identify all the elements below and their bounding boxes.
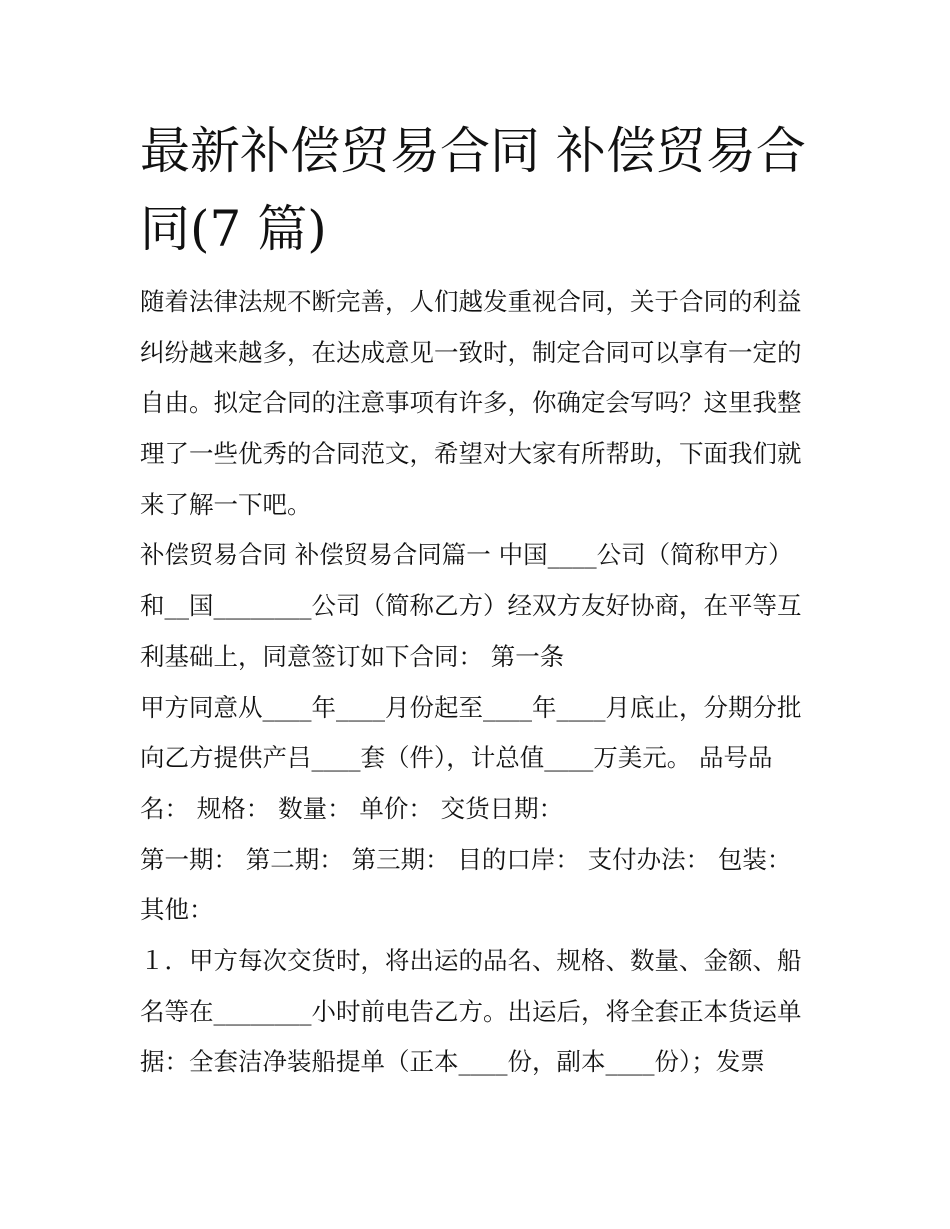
title-line-1: 最新补偿贸易合同 补偿贸易合 <box>140 122 806 180</box>
body-line: 其他： <box>140 895 214 925</box>
body-line: 和__国________公司（简称乙方）经双方友好协商，在平等互 <box>140 591 802 621</box>
body-line: 随着法律法规不断完善，人们越发重视合同，关于合同的利益 <box>140 287 802 316</box>
body-line: 名等在________小时前电告乙方。出运后，将全套正本货运单 <box>140 996 802 1026</box>
body-line: 理了一些优秀的合同范文，希望对大家有所帮助，下面我们就 <box>140 439 802 469</box>
body-line: 自由。拟定合同的注意事项有许多，你确定会写吗？这里我整 <box>140 388 802 418</box>
body-line: 甲方同意从____年____月份起至____年____月底止，分期分批 <box>140 692 802 722</box>
body-line: １．甲方每次交货时，将出运的品名、规格、数量、金额、船 <box>140 945 802 975</box>
body-line: 补偿贸易合同 补偿贸易合同篇一 中国____公司（简称甲方） <box>140 540 793 570</box>
document-body <box>140 277 830 1088</box>
body-line: 来了解一下吧。 <box>140 489 312 519</box>
body-line: 向乙方提供产吕____套（件），计总值____万美元。 品号品 <box>140 743 773 773</box>
title-line-2: 同(7 篇) <box>140 200 327 258</box>
body-line: 第一期： 第二期： 第三期： 目的口岸： 支付办法： 包装： <box>140 844 792 874</box>
body-line: 名： 规格： 数量： 单价： 交货日期： <box>140 793 564 823</box>
body-line: 据：全套洁净装船提单（正本____份，副本____份）；发票 <box>140 1047 765 1077</box>
document-title <box>140 112 820 268</box>
body-line: 利基础上，同意签订如下合同： 第一条 <box>140 641 565 671</box>
body-line: 纠纷越来越多，在达成意见一致时，制定合同可以享有一定的 <box>140 337 802 367</box>
